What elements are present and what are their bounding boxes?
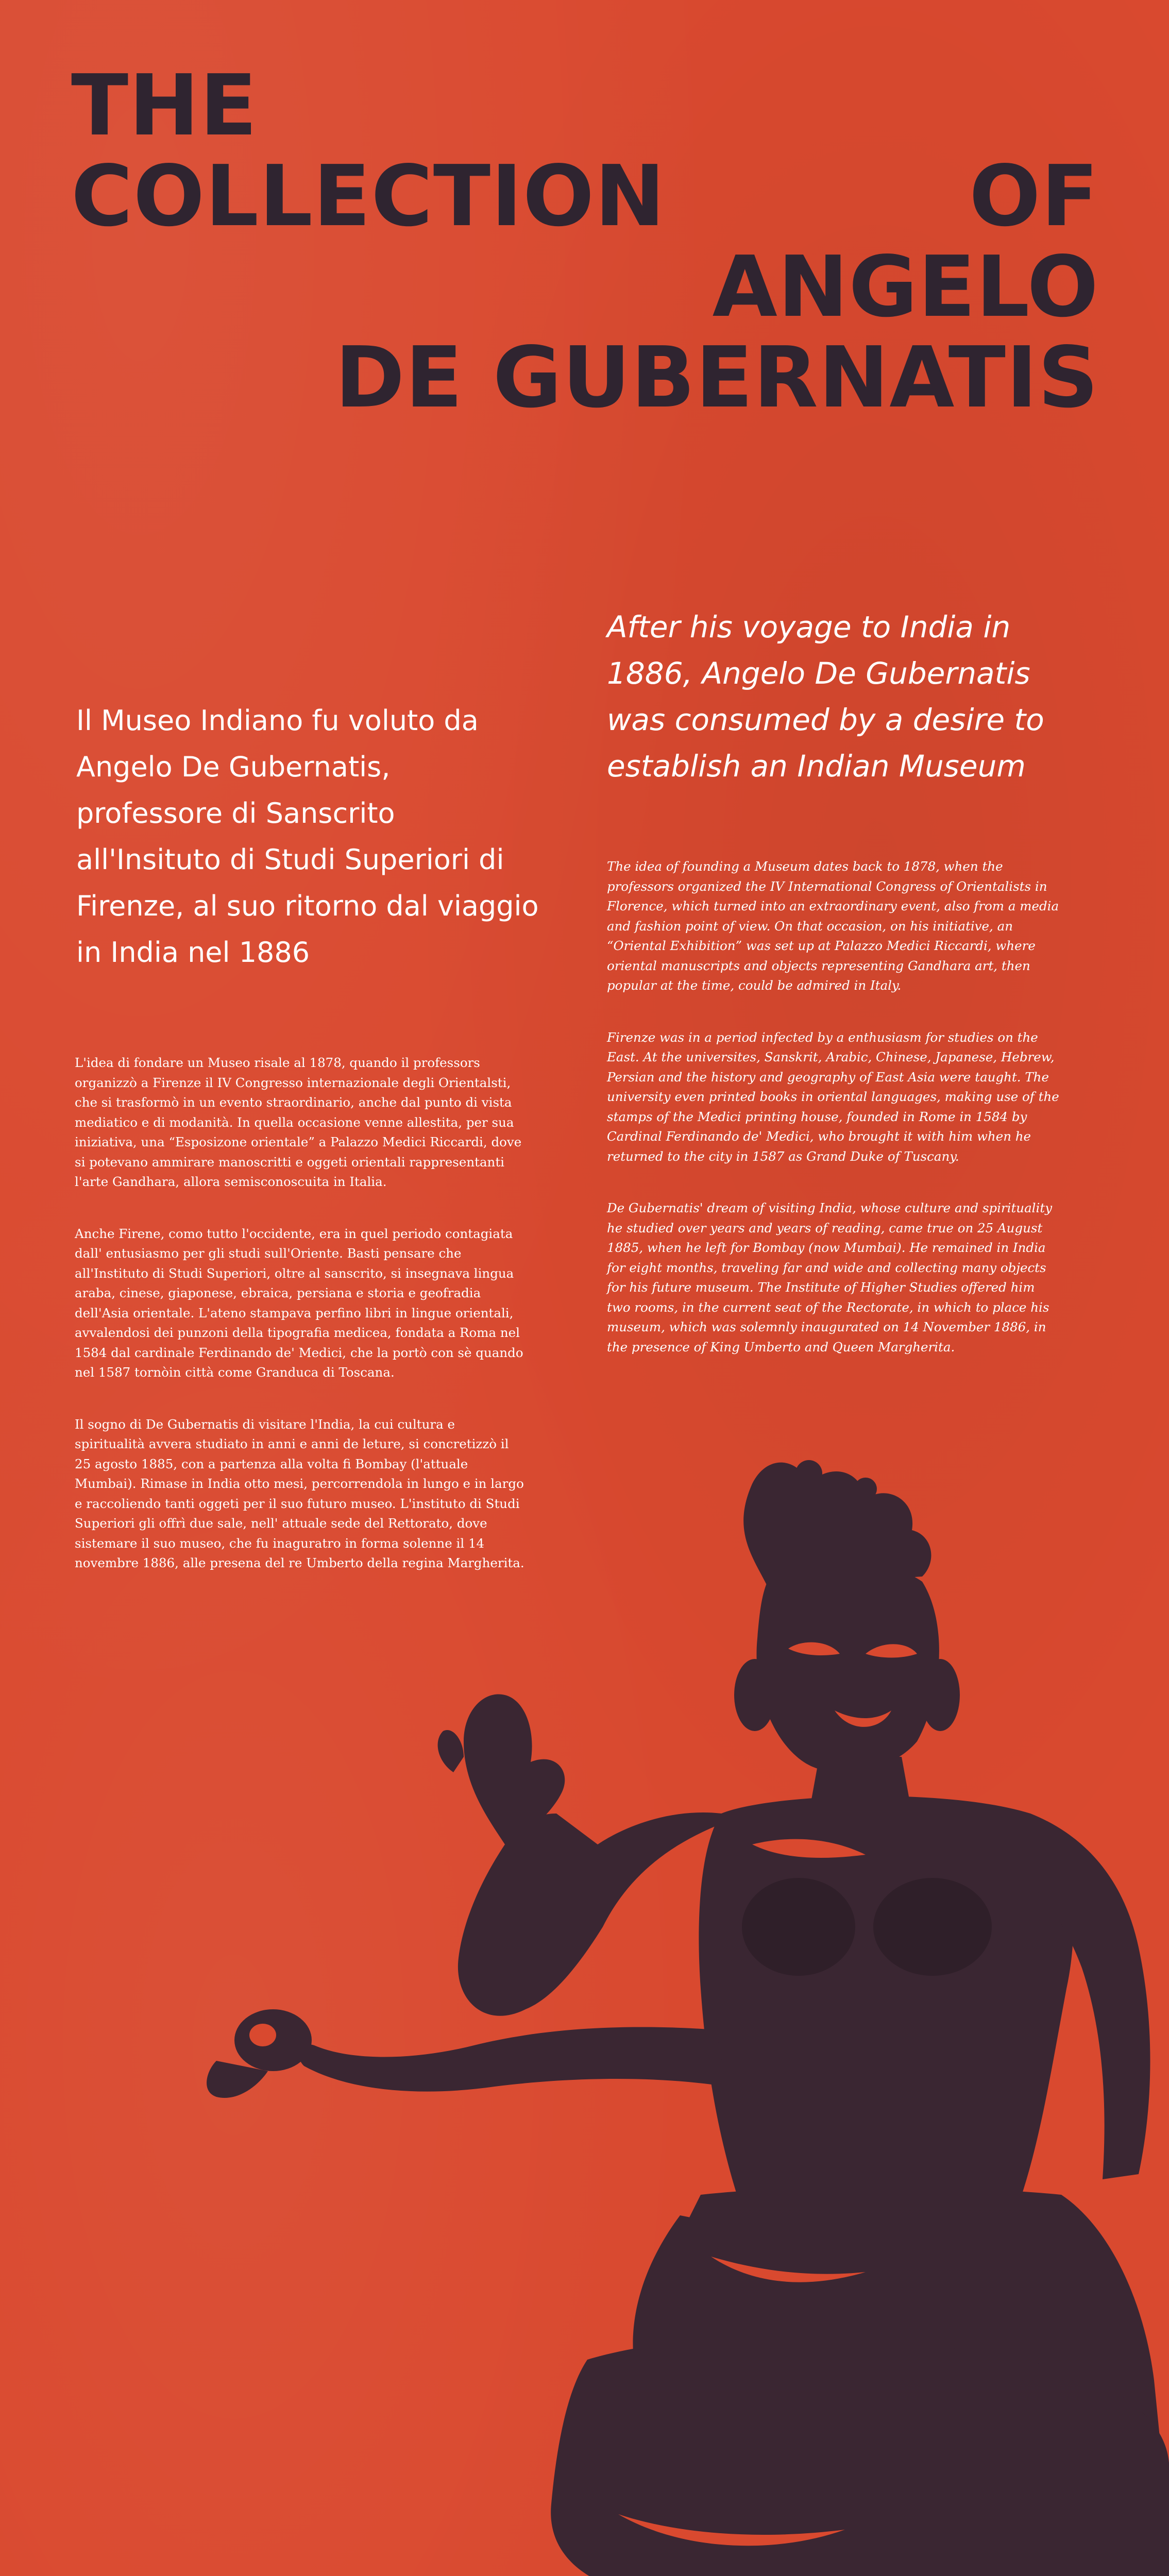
english-paragraph-1: The idea of founding a Museum dates back to 1878, when the professors organized the IV International Congress of Orientalists in Florence, which turned into an extraordinary event, also from a media and fashion point of view. On that occasion, on his initiative, an “Oriental Exhibition” was set up at Palazzo Medici Riccardi, where oriental manuscripts and objects representing Gandhara art, then popular at the time, could be admired in Italy. bbox=[607, 859, 1059, 993]
title-line-2 bbox=[71, 148, 1099, 245]
title-line-3: ANGELO bbox=[712, 239, 1099, 336]
seated-deity-silhouette-icon bbox=[196, 1453, 1169, 2576]
english-paragraph-2: Firenze was in a period infected by a enthusiasm for studies on the East. At the universites, Sanskrit, Arabic, Chinese, Japanese, Hebrew, Persian and the history and geography of East Asia were taught. The university even printed books in oriental languages, making use of the stamps of the Medici printing house, founded in Rome in 1584 by Cardinal Ferdinando de' Medici, who brought it with him when he returned to the city in 1587 as Grand Duke of Tuscany. bbox=[607, 1029, 1059, 1164]
english-paragraph-3: De Gubernatis' dream of visiting India, whose culture and spirituality he studied over years and years of reading, came true on 25 August 1885, when he left for Bombay (now Mumbai). He remained in India for eight months, traveling far and wide and collecting many objects for his future museum. The Institute of Higher Studies offered him two rooms, in the current seat of the Rectorate, in which to place his museum, which was solemnly inaugurated on 14 November 1886, in the presence of King Umberto and Queen Margherita. bbox=[607, 1200, 1053, 1354]
poster-title bbox=[71, 57, 1099, 427]
italian-paragraph-2: Anche Firene, como tutto l'occidente, era in quel periodo contagiata dall' entusiasmo per gli studi sull'Oriente. Basti pensare che all'Instituto di Studi Superiori, oltre al sanscrito, si insegnava lingua araba, cinese, giaponese, ebraica, persiana e storia e geofradia dell'Asia orientale. L'ateno stampava perfino libri in lingue orientali, avvalendosi dei punzoni della tipografia medicea, fondata a Roma nel 1584 dal cardinale Ferdinando de' Medici, che la portò con sè quando nel 1587 tornòin città come Granduca di Toscana. bbox=[75, 1226, 523, 1380]
title-line-2-right: OF bbox=[969, 148, 1099, 245]
title-line-1: THE bbox=[71, 57, 258, 155]
english-body bbox=[607, 857, 1060, 1389]
title-line-2-left: COLLECTION bbox=[71, 148, 666, 245]
english-lead: After his voyage to India in 1886, Angelo De Gubernatis was consumed by a desire to establish an Indian Museum bbox=[607, 609, 1044, 784]
title-line-4: DE GUBERNATIS bbox=[335, 329, 1099, 427]
italian-lead: Il Museo Indiano fu voluto da Angelo De Gubernatis, professore di Sanscrito all'Insituto di Studi Superiori di Firenze, al suo ritorno dal viaggio in India nel 1886 bbox=[76, 704, 539, 969]
italian-paragraph-3: Il sogno di De Gubernatis di visitare l'India, la cui cultura e spiritualità avvera studiato in anni e anni de leture, si concretizzò il 25 agosto 1885, con a partenza alla volta fi Bombay (l'attuale Mumbai). Rimase in India otto mesi, percorrendola in lungo e in largo e raccoliendo tanti oggeti per il suo futuro museo. L'instituto di Studi Superiori gli offrì due sale, nell' attuale sede del Rettorato, dove sistemare il suo museo, che fu inaguratro in forma solenne il 14 novembre 1886, alle presena del re Umberto della regina Margherita. bbox=[75, 1416, 524, 1570]
italian-paragraph-1: L'idea di fondare un Museo risale al 1878, quando il professors organizzò a Firenze il IV Congresso internazionale degli Orientalsti, che si trasformò in un evento straordinario, anche dal punto di vista mediatico e di modanità. In quella occasione venne allestita, per sua iniziativa, una “Esposizone orientale” a Palazzo Medici Riccardi, dove si potevano ammirare manoscritti e oggeti orientali rappresentanti l'arte Gandhara, allora semisconoscuita in Italia. bbox=[75, 1055, 522, 1189]
